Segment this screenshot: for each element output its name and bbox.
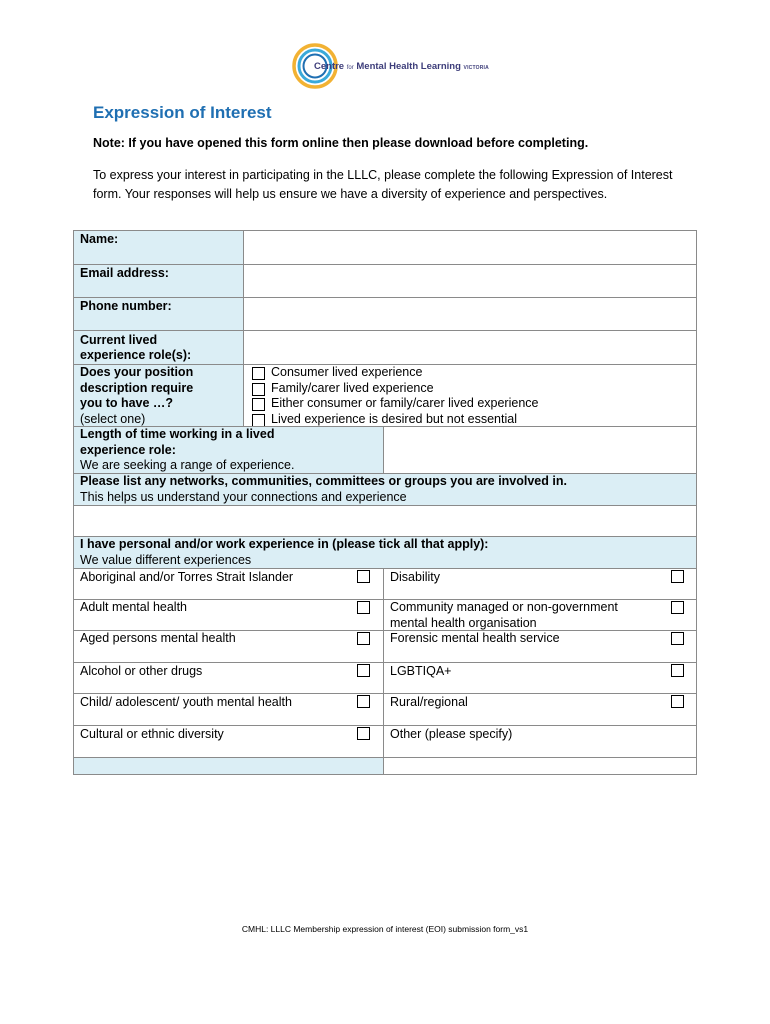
consumer-option-label: Consumer lived experience [271,365,423,379]
length-hint: We are seeking a range of experience. [80,458,295,472]
adult-mental-health-checkbox[interactable] [357,601,370,614]
length-field[interactable] [383,426,697,474]
experience-row-cultural [73,725,384,758]
position-label-line3: you to have …? [80,396,174,410]
networks-label-cell [73,473,697,506]
logo-text: Centre for Mental Health Learning VICTORIA [314,61,489,72]
experience-row-adult [73,599,384,631]
either-checkbox[interactable] [252,398,265,411]
download-note: Note: If you have opened this form online then please download before completing. [93,136,589,150]
other-specify-field[interactable] [383,757,697,775]
intro-paragraph: To express your interest in participating in the LLLC, please complete the following Expression of Interest form. Your responses will help us ensure we have a diversity of experience and perspectives. [93,168,673,201]
networks-hint: This helps us understand your connections and experience [80,489,407,504]
page-title: Expression of Interest [93,103,272,122]
aged-persons-label: Aged persons mental health [80,631,236,645]
position-options-cell [243,364,697,427]
experience-row-alcohol [73,662,384,694]
rural-regional-label: Rural/regional [390,695,468,709]
networks-label: Please list any networks, communities, committees or groups you are involved in. [80,474,567,488]
name-field[interactable] [243,230,697,265]
cmhl-logo [290,42,490,92]
experience-row-forensic [383,630,697,663]
child-youth-label: Child/ adolescent/ youth mental health [80,695,292,709]
phone-field[interactable] [243,297,697,331]
experience-row-child [73,693,384,726]
experience-row-disability [383,568,697,600]
aged-persons-checkbox[interactable] [357,632,370,645]
alcohol-drugs-checkbox[interactable] [357,664,370,677]
name-label: Name: [80,232,119,246]
rural-regional-checkbox[interactable] [671,695,684,708]
email-label: Email address: [80,266,169,280]
length-label-line1: Length of time working in a lived [80,427,275,441]
community-managed-label-line1: Community managed or non-government [390,600,618,614]
child-youth-checkbox[interactable] [357,695,370,708]
page-footer: CMHL: LLLC Membership expression of interest (EOI) submission form_vs1 [241,924,529,934]
experience-row-aged [73,630,384,663]
other-specify-label: Other (please specify) [390,727,513,741]
email-field[interactable] [243,264,697,298]
family-carer-checkbox[interactable] [252,383,265,396]
position-label-line1: Does your position [80,365,194,379]
adult-mental-health-label: Adult mental health [80,600,188,614]
role-field[interactable] [243,330,697,365]
desired-option-label: Lived experience is desired but not essential [271,411,517,426]
alcohol-drugs-label: Alcohol or other drugs [80,664,203,678]
networks-field[interactable] [73,505,697,537]
lgbtiqa-checkbox[interactable] [671,664,684,677]
family-carer-option-label: Family/carer lived experience [271,380,434,395]
community-managed-checkbox[interactable] [671,601,684,614]
length-label-cell [73,426,384,474]
role-label-line1: Current lived [80,333,158,347]
cultural-diversity-checkbox[interactable] [357,727,370,740]
experience-hint: We value different experiences [80,552,252,567]
community-managed-label-line2: mental health organisation [390,615,537,630]
phone-label-cell [73,297,244,331]
length-label-line2: experience role: [80,442,176,457]
experience-label-cell [73,536,697,569]
name-label-cell [73,230,244,265]
experience-row-community [383,599,697,631]
cultural-diversity-label: Cultural or ethnic diversity [80,727,224,741]
role-label-line2: experience role(s): [80,348,192,362]
phone-label: Phone number: [80,299,172,313]
either-option-label: Either consumer or family/carer lived experience [271,396,539,410]
forensic-checkbox[interactable] [671,632,684,645]
experience-row-rural [383,693,697,726]
lgbtiqa-label: LGBTIQA+ [390,664,452,678]
role-label-cell [73,330,244,365]
experience-row-aboriginal [73,568,384,600]
disability-label: Disability [390,570,441,584]
disability-checkbox[interactable] [671,570,684,583]
aboriginal-label: Aboriginal and/or Torres Strait Islander [80,570,294,584]
experience-row-lgbtiqa [383,662,697,694]
forensic-label: Forensic mental health service [390,631,560,645]
experience-label: I have personal and/or work experience in (please tick all that apply): [80,537,489,551]
position-label-line4: (select one) [80,411,146,426]
email-label-cell [73,264,244,298]
position-label-cell [73,364,244,427]
consumer-checkbox[interactable] [252,367,265,380]
aboriginal-checkbox[interactable] [357,570,370,583]
desired-checkbox[interactable] [252,414,265,427]
experience-row-other [383,725,697,758]
position-label-line2: description require [80,380,194,395]
spacer-cell-left [73,757,384,775]
